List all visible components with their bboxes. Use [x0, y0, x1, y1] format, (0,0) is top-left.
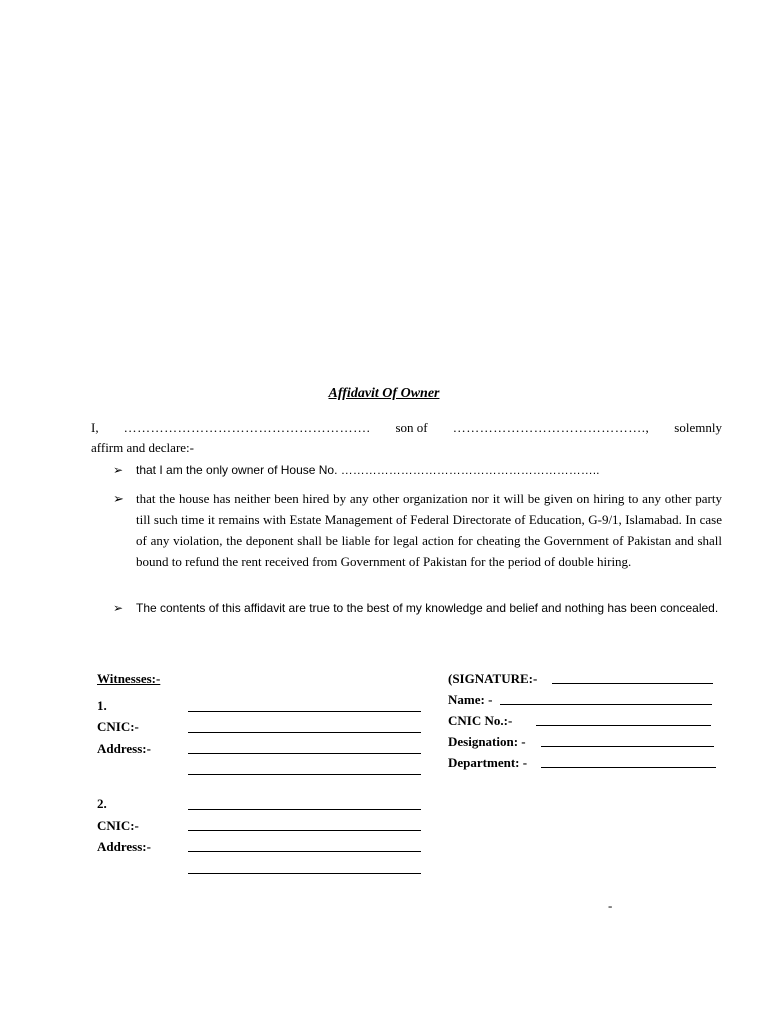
declaration-paragraph: [91, 418, 722, 458]
bullet-text: that I am the only owner of House No. ………………………………………………………..: [136, 463, 600, 477]
declaration-line-1: [91, 418, 722, 438]
arrow-bullet-icon: ➢: [113, 491, 124, 506]
name-label: Name: -: [448, 692, 493, 707]
witness-2-address-line-1: [188, 851, 421, 852]
name-line: [500, 704, 712, 705]
bullet-house-owner: [113, 460, 722, 480]
witness-1-cnic-line: [188, 732, 421, 733]
cnic-no-label: CNIC No.:-: [448, 713, 513, 728]
cnic-no-line: [536, 725, 711, 726]
father-name-blank: …………………………………….,: [452, 420, 650, 435]
department-line: [541, 767, 716, 768]
solemnly-text: solemnly: [674, 420, 722, 435]
footer-mark: -: [608, 898, 613, 913]
witness-1-address-line-2: [188, 774, 421, 775]
witnesses-heading: Witnesses:-: [97, 671, 161, 686]
witness-1-name-line: [188, 711, 421, 712]
name-blank: ……………………………………………….: [123, 420, 371, 435]
declaration-line-2: affirm and declare:-: [91, 440, 194, 455]
bullet-text: The contents of this affidavit are true to the best of my knowledge and belief and nothing has been concealed.: [136, 601, 719, 615]
document-title: Affidavit Of Owner: [328, 386, 440, 401]
designation-line: [541, 746, 714, 747]
witness-1-number: 1.: [97, 698, 107, 713]
witness-2-cnic-line: [188, 830, 421, 831]
declaration-start: I,: [91, 420, 99, 435]
witness-1-address-line-1: [188, 753, 421, 754]
witness-2-number: 2.: [97, 796, 107, 811]
signature-label: (SIGNATURE:-: [448, 671, 538, 686]
arrow-bullet-icon: ➢: [113, 463, 124, 477]
designation-label: Designation: -: [448, 734, 526, 749]
witness-2-address-label: Address:-: [97, 839, 151, 854]
witness-1-address-label: Address:-: [97, 741, 151, 756]
bullet-hiring-clause: [113, 488, 722, 572]
bullet-contents-true: [113, 601, 722, 615]
department-label: Department: -: [448, 755, 528, 770]
signature-line: [552, 683, 713, 684]
arrow-bullet-icon: ➢: [113, 601, 124, 615]
witness-1-cnic-label: CNIC:-: [97, 719, 139, 734]
witness-2-address-line-2: [188, 873, 421, 874]
son-of-text: son of: [395, 420, 428, 435]
bullet-text: that the house has neither been hired by any other organization nor it will be given on hiring to any other party till such time it remains with Estate Management of Federal Directorate of Education, G-9/1, Islamabad. In case of any violation, the deponent shall be liable for legal action for cheating the Government of Pakistan and shall bound to refund the rent received from Government of Pakistan for the period of double hiring.: [136, 491, 722, 569]
witness-2-name-line: [188, 809, 421, 810]
witness-2-cnic-label: CNIC:-: [97, 818, 139, 833]
